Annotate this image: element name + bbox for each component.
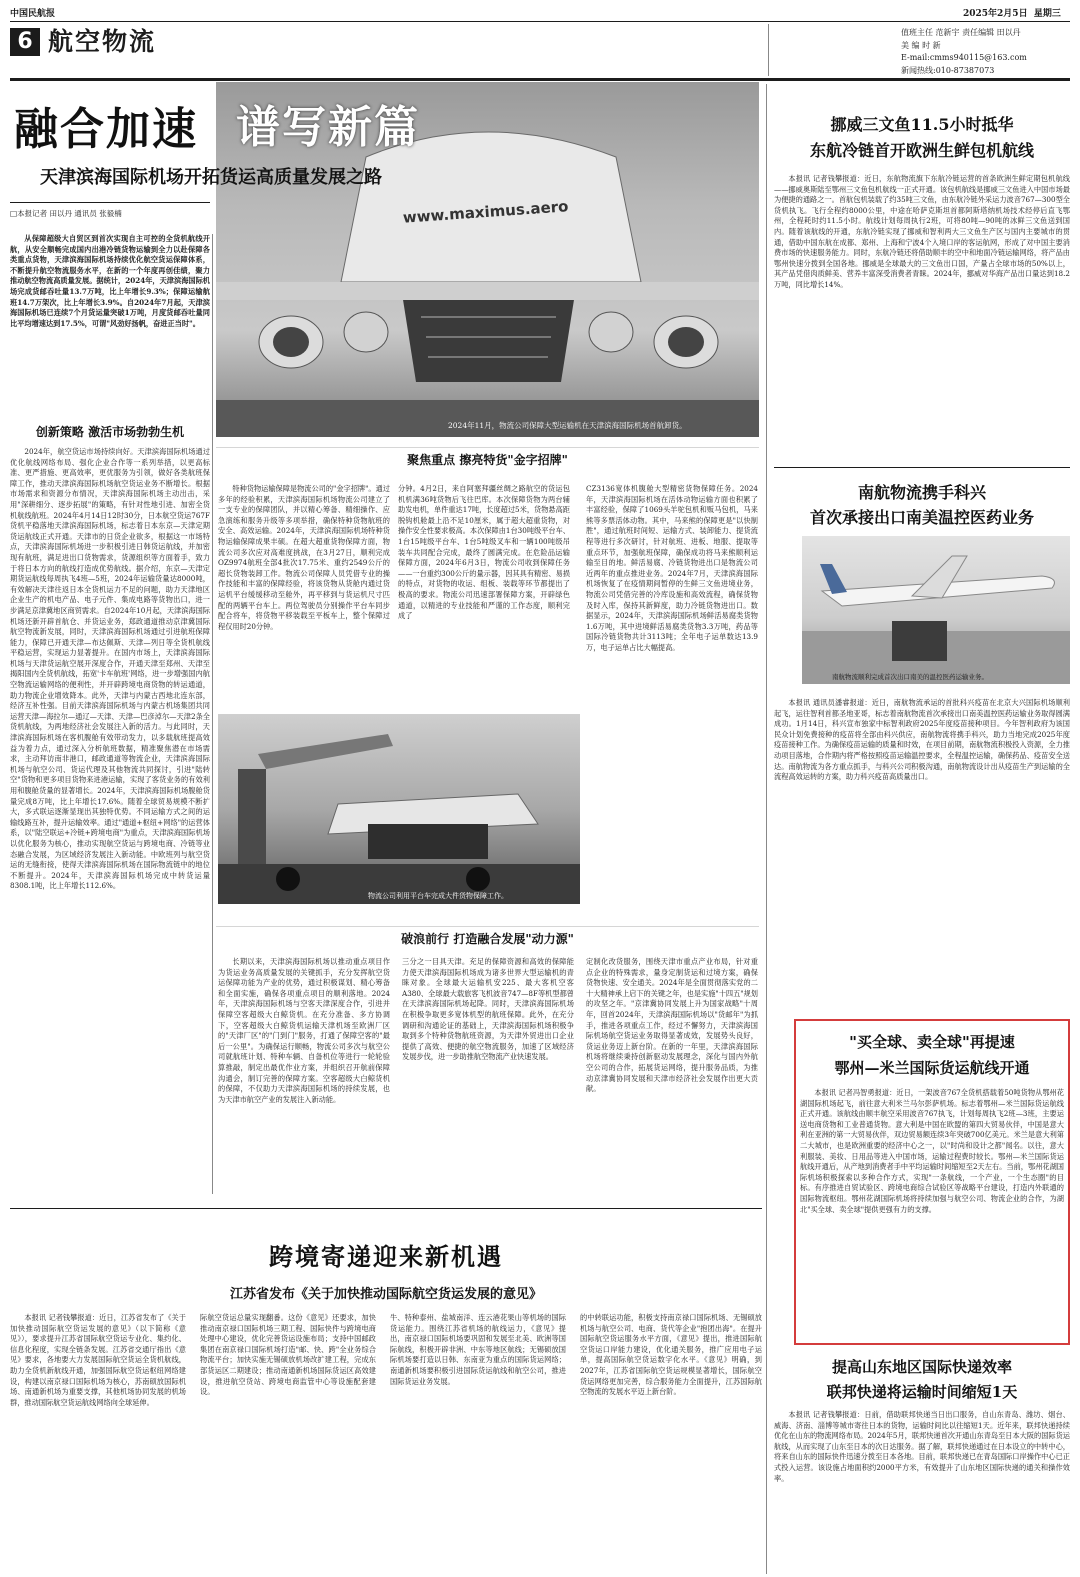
- editors-line: 值班主任 范新宇 责任编辑 田以丹: [901, 28, 1021, 37]
- lead-intro: 从保障超级大自贸区到首次实现自主可控的全货机航线开航，从安全顺畅完成国内出港冷链货物运输到全力以赴保障各类重点货物，天津滨海国际机场持续优化航空货运保障体系，不断提升航空物流服务水平，在新的一个年度再创佳绩，聚力推动航空物流高质量发展。据统计，2024年，天津滨海国际机场完成货邮吞吐量13.7万吨，比上年增长9.3%；保障运输航班14.7万架次，比上年增长3.9%。自2024年7月起，天津滨海国际机场已连续7个月货运量突破1万吨，月度货邮吞吐量同比平均增速达到17.5%，可谓"风劲好扬帆，奋进正当时"。: [10, 234, 210, 328]
- a3-text: 本报讯 记者冯智勇报道：近日，一架波音767全货机搭载着50吨货物从鄂州花湖国际机场起飞，前往意大利米兰马尔彭萨机场。标志着鄂州—米兰国际货运航线正式开通。该航线由顺丰航空采用波音767执飞，计划每周执飞2班—3班，主要运送电商货物和工业普通货物。意大利是中国在欧盟的第四大贸易伙伴，中国是意大利在亚洲的第一大贸易伙伴，双边贸易额连续3年突破700亿美元。米兰是意大利第二大城市，也是欧洲重要的经济中心之一，以"时尚和设计之都"闻名。以往，意大利服装、美妆、日用品等进入中国市场，运输过程费时较长。鄂州—米兰国际货运航线开通后，从产地到消费者手中平均运输时间缩短至2天左右。当前，鄂州花湖国际机场积极探索以多种合作方式，实现"一条航线，一个产业，一个生态圈"的目标。有序推进自贸试验区、跨境电商综合试验区等战略平台建设，打造内外联通的国际物流枢纽。鄂州花湖国际机场将持续加强与航空公司、物流企业的合作，为湖北"买全球、卖全球"提供更强有力的支撑。: [800, 1088, 1064, 1214]
- issue-date: [963, 9, 1061, 20]
- a3-title: "买全球、卖全球"再提速: [849, 1033, 1015, 1051]
- cover-photo-caption: 2024年11月，物流公司保障大型运输机在天津滨海国际机场首航卸货。: [448, 421, 687, 430]
- design-line: 美 编 时 新: [901, 40, 941, 50]
- section-title: 航空物流: [48, 27, 157, 56]
- cargo-operation-photo: [218, 714, 580, 904]
- lead-byline-rule: [10, 202, 210, 203]
- email-line: E-mail:cmms940115@163.com: [901, 53, 1027, 62]
- date-text: 2025年2月5日: [963, 9, 1028, 19]
- cross-col4: 的中转联运功能，积极支持南京禄口国际机场、无锡硕放机场与航空公司、电商、货代等企业"抱团出海"。在提升国际航空货运服务水平方面，《意见》提出，推进国际航空货运口岸能力建设，优化通关服务，推广应用电子运单，提高国际航空货运数字化水平。《意见》明确，到2027年，江苏省国际航空货运规模显著增长，国际航空货运网络更加完善，综合服务能力全面提升，江苏国际航空物流的发展水平迈上新台阶。: [580, 1313, 762, 1397]
- cross-col2: 际航空货运总量实现翻番。这份《意见》还要求，加快推动南京禄口国际机场三期工程、国际快件与跨境电商处理中心建设，优化完善货运设施布局；支持中国邮政集团在南京禄口国际机场打造"邮、快、跨"全业务综合物流平台；加快实施无锡硕放机场改扩建工程，完成东部货运区二期建设；推动南通新机场国际货运区高效建设，推进航空货站、跨境电商监管中心等设施配套建设。: [200, 1313, 376, 1397]
- paper-name: 中国民航报: [10, 9, 56, 19]
- right-column-divider: [768, 24, 769, 76]
- sec3-heading: 破浪前行 打造融合发展"动力源": [401, 932, 574, 946]
- sec2-col2: 分钟。4月2日，来自阿塞拜疆丝绸之路航空的货运包机机满36吨货物后飞往巴库。本次保障货物为两台辅助发电机，单件重达17吨，长度超过5米，货物悬高距脱钩机舱最上沿不足10厘米，属于超大超重货物，对操作安全性要求极高。本次保障由1台30吨级平台车、1台15吨级平台车、1台5吨级叉车和一辆100吨级吊装车共同配合完成，最终了圆满完成。在危险品运输保障方面，2024年6月3日，物流公司收到保障任务——一台重约300公斤的量示器，因其具有精密、易损的特点，对货物的收运、组板、装载等环节都提出了极高的要求。物流公司迅速部署保障方案，开辟绿色通道，以精进的专业技能和严谨的工作态度，顺利完成了: [398, 484, 570, 621]
- a2-subtitle: 首次承接出口南美温控医药业务: [809, 508, 1034, 527]
- a2-photo-caption: 南航物流顺利完成首次出口南美的温控医药运输业务。: [832, 673, 988, 681]
- cross-col3: 牛、特种泰州、盐城南洋、连云港花果山等机场的国际货运能力。围绕江苏省机场的航线运力，《意见》提出，南京禄口国际机场要巩固和发展至北美、欧洲等国际航线，积极开辟非洲、中东等地区航线；无锡硕放国际机场要打造以日韩、东南亚为重点的国际货运网络；南通新机场要积极引进国际货运航线和航空公司，推进国际货运业务发展。: [390, 1313, 566, 1386]
- a3-subtitle: 鄂州—米兰国际货运航线开通: [834, 1059, 1030, 1077]
- a2-top-rule: [774, 467, 1070, 468]
- a4-title: 提高山东地区国际快递效率: [831, 1358, 1012, 1376]
- lead-title-a: 融合加速: [14, 104, 198, 155]
- a4-subtitle: 联邦快递将运输时间缩短1天: [826, 1383, 1018, 1401]
- aircraft-livery-text: www.maximus.aero: [402, 197, 569, 227]
- lead-title-b: 谱写新篇: [236, 102, 420, 153]
- sec2-heading: 聚焦重点 擦亮特货"金字招牌": [407, 453, 568, 467]
- sec2-heading-rule: [216, 447, 759, 448]
- cargo-operation-caption: 物流公司利用平台车完成大件货物保障工作。: [368, 892, 508, 900]
- cross-title: 跨境寄递迎来新机遇: [269, 1242, 503, 1271]
- sec3-col1: 长期以来，天津滨海国际机场以推动重点项目作为货运业务高质量发展的关键抓手，充分发挥航空货运保障功能为产业的优势，通过积极谋划、精心筹备和全面实施，确保各项重点项目的顺利落地。2024年，天津滨海国际机场与空客天津深度合作，引进并保障空客超级大白鲸货机。在充分准备、多方协调下，空客超级大白鲸货机运输天津机场至欧洲厂区的"天津厂区"的"门到门"服务，打通了保障空客的"最后一公里"。为确保运行顺畅，物流公司多次与航空公司就航班计划、特种车辆、自备机位等进行一轮轮验算推敲，制定出最优作业方案，并组织召开航前保障沟通会，制订完善的保障方案。空客超级大白鲸货机的保障，不仅助力天津滨海国际机场的持续发展，也为天津市航空产业的发展注入新动能。: [218, 957, 390, 1104]
- masthead-bottom-rule: [10, 78, 1070, 81]
- editor-block: [901, 27, 1071, 77]
- sec3-col3: 定制化改货服务，围绕天津市重点产业布局，针对重点企业的特殊需求，量身定制货运和过境方案，确保货物快速、安全通关。2024年是全面贯彻落实党的二十大精神承上启下的关键之年，也是实施"十四五"规划的攻坚之年。"京津冀协同发展上升为国家战略"十周年，回首2024年，天津滨海国际机场以"货邮年"为抓手，推进各项重点工作，经过不懈努力，天津滨海国际机场航空货运业务取得显著成效，发展势头良好，货运业务迈上新台阶。在新的一年里，天津滨海国际机场将继续秉持创新驱动发展理念，深化与国内外航空公司的合作，拓展货运网络，提升服务品质，为推动京津冀协同发展和天津市经济社会发展作出更大贡献。: [586, 957, 758, 1094]
- a1-text: 本报讯 记者钱攀报道：近日，东航物流旗下东航冷链运营的首条欧洲生鲜定期包机航线——挪威奥斯陆至鄂州三文鱼包机航线一正式开通。该包机航线是挪威三文鱼进入中国市场最为便捷的通路之一。首航包机装载了约35吨三文鱼，由东航冷链外采运力波音767—300型全货机执飞。飞行全程约8000公里，中途在哈萨克斯坦首都阿斯塔纳机场技术经停后直飞鄂州，全程耗时约11.5小时。航线计划每周执行2班，可将80吨—90吨的冰鲜三文鱼送到国内。随着该航线的开通，东航冷链实现了挪威和智利两大三文鱼生产区与国内主要城市的贯通，借助中国东航在成都、郑州、上海和宁波4个入境口岸的客运航网，形成了对中国主要消费市场的快速服务能力。同时，东航冷链还将借助顺丰的空中和地面冷链运输网络，将产品由鄂州快速分拨到全国各地。挪威是全球最大的三文鱼出口国，产量占全球市场的50%以上，其产品凭借肉质鲜美、营养丰富深受消费者青睐。2024年，挪威对华海产品出口量达到18.2万吨，同比增长14%。: [774, 174, 1070, 289]
- page-number-badge: 6: [10, 28, 40, 56]
- lead-subtitle: 天津滨海国际机场开拓货运高质量发展之路: [40, 167, 382, 188]
- a2-title: 南航物流携手科兴: [857, 483, 986, 502]
- cover-photo: [216, 82, 759, 437]
- lead-section1-heading: 创新策略 激活市场勃勃生机: [35, 425, 185, 439]
- right-rail-divider: [766, 84, 767, 1574]
- cross-top-rule: [10, 1208, 762, 1209]
- sec2-col3: CZ3136宽体机腹舱大型精密货物保障任务。2024年，天津滨海国际机场在活体动物运输方面也积累了丰富经验，保障了1069头羊驼包机和贩马包机，马来熊等多票活体动物。其中，马来熊的保障更是"以快制胜"，通过航班时间短、运输方式、装卸能力、提货流程等进行多次研讨，针对航班、进板、地服、提取等重点环节，加强航班保障，确保成功将马来熊顺利运输至目的地。鲜活易腐、冷链货物进出口是物流公司近两年的重点推进业务。2024年7月，天津滨海国际机场恢复了在疫情期间暂停的生鲜三文鱼进境业务，物流公司凭借完善的冷库设施和高效流程，确保货物及时入库，保持其新鲜度，助力冷链货物进出口。数据显示，2024年，天津滨海国际机场鲜活易腐类货物1.6万吨，其中进境鲜活易腐类货物3.3万吨，药品等国际冷链货物共计3113吨；全年电子运单数达13.9万，电子运单占比大幅提高。: [586, 484, 758, 652]
- a1-subtitle: 东航冷链首开欧洲生鲜包机航线: [809, 141, 1034, 160]
- a2-text: 本报讯 通讯员潘睿报道：近日，南航物流承运的首批科兴疫苗在北京大兴国际机场顺利起飞，运往智利首都圣地亚哥，标志着南航物流首次承接出口南美温控医药运输业务取得圆满成功。1月14日，科兴宣布独家中标智利政府2025年度疫苗接种项目。今年智利政府为该国民众计划免费接种的疫苗将全部由科兴供应，南航物流将携手科兴，助力当地完成2025年度疫苗接种工作。为确保疫苗运输的质量和时效，在项目前期，南航物流积极投入资源，全力推动项目落地，合作期内将严格按照疫苗运输温控要求，全程温控运输，确保药品、疫苗安全送达。南航物流为各方重点抓手，与科兴公司积极沟通，南航物流设计出从疫苗生产到运输的全流程高效运转的方案，助力科兴疫苗高质量出口。: [774, 698, 1070, 782]
- airliner-illustration: [802, 536, 1070, 684]
- cross-subtitle: 江苏省发布《关于加快推动国际航空货运发展的意见》: [229, 1287, 542, 1302]
- cross-col1: 本报讯 记者钱攀报道：近日，江苏省发布了《关于加快推动国际航空货运发展的意见》（以下简称《意见》），要求提升江苏省国际航空货运专业化、集约化、信息化程度，实现全链条发展。江苏省交通厅指出《意见》要求，各地要大力发展国际航空货运全货机航线，助力全货机新航线开通，加强国际航空货运枢纽网络建设，构建以南京禄口国际机场为核心，苏南硕放国际机场、南通新机场为重要支撑，其他机场协同发展的机场群，推动国际航空货运航线网络向全球延伸。: [10, 1313, 186, 1407]
- a2-photo: [802, 536, 1070, 684]
- lead-byline: □本报记者 田以丹 通讯员 张毅楠: [10, 209, 122, 218]
- cargo-operation-illustration: [218, 714, 580, 904]
- weekday-text: 星期三: [1033, 9, 1061, 19]
- masthead-top-rule: [10, 21, 1070, 22]
- a4-text: 本报讯 记者钱攀报道：日前，借助联邦快递当日出口服务，自山东青岛、潍坊、烟台、威海、济南、淄博等城市寄往日本的货物，运输时间比以往缩短1天。近年来，联邦快递持续优化在山东的物流网络布局。2024年5月，联邦快递首次开通山东青岛至日本大阪的国际货运航线，从而实现了山东至日本的次日达服务。据了解，联邦快递通过在日本设立的中转中心，将来自山东的国际快件迅速分拨至日本各地。目前，联邦快递已在青岛国际口岸操作中心已正式投入运营。该设施占地面积约2000平方米，有效提升了山东地区国际快递的通关和操作效率。: [774, 1410, 1070, 1483]
- sec2-col1: 特种货物运输保障是物流公司的"金字招牌"。通过多年的经验积累，天津滨海国际机场物流公司建立了一支专业的保障团队，并以精心筹备、精细操作、应急演练和服务升级等多项举措，确保特种货物航班的安全、高效运输。2024年，天津滨海国际机场特种货物运输保障成果丰硕。在超大超重货物保障方面，物流公司多次应对高难度挑战，在3月27日，顺利完成OZ9974航班全部4批次17.75米、重约2549公斤的超长货物装卸工作。物流公司保障人员凭借专业的操作技能和丰富的保障经验，将该货物从货舱内通过货运机平台缓缓移动至舱外，再平移到与货运机尺寸匹配的两辆平台车上。两位驾驶员分别操作平台车同步配合将车，将货物平移装载至平板车上，整个保障过程仅用时20分钟。: [218, 484, 390, 631]
- sec3-col2: 三分之一目具天津。充足的保障资源和高效的保障能力使天津滨海国际机场成为诸多世界大型运输机的青睐对象。全球最大运输机安225、最大客机空客A380、全球最大载旅客飞机波音747—8F等机型都曾在天津滨海国际机场起降。同时，天津滨海国际机场在积极争取更多宽体机型的航班保障。此外，在充分调研和沟通论证的基础上，天津滨海国际机场积极争取到多个特种货物航班资源，为天津外贸进出口企业提供了高效、便捷的航空物流服务，加速了区域经济发展步伐，进一步助推航空物流产业快速发展。: [402, 957, 574, 1062]
- lead-section1-text: 2024年，航空货运市场持续向好。天津滨海国际机场通过优化航线网络布局、强化企业合作等一系列举措，以更高标准、更严措施、更高效率，更优服务为引领，做好各类航班保障工作，推动天津滨海国际机场航空货运业务不断增长。根据市场需求和资源分布情况，天津滨海国际机场主动出击，采用"深耕细分、逐步拓展"的策略，有针对性地引进、加密全货机航线航班。2024年4月14日12时30分，日本航空货运767F货机平稳落地天津滨海国际机场，标志着日本东京—天津定期货运航线正式开通。天津市的日货企业欲多，根据这一市场特点，天津滨海国际机场进一步积极引进日韩货运航线，并加密现有航班，满足进出口货物需求，货源组织等方面着手，致力于将日本方向的航线打造成优势航线。据介绍，东京—天津定期货运航线每周执飞4班—5班，2024年运输货量达8000吨，有效解决天津往返日本全货机运力不足的问题，助力天津地区企业生产的机电产品、电子元件、集成电路等货物出口，进一步满足京津冀地区商贸需求。自2024年10月起，天津滨海国际机场还新开辟首航仓、并货运业务，郑政通道推动京津冀国际航空物流新发展，同时，天津滨海国际机场通过引进航班保障能力，保障已开通天津—布达佩斯、天津—列日等全货机航线平稳运营，实现运力显著提升。在国内市场上，天津滨海国际机场与天津货运航空展开深度合作，开通天津至郑州、天津至揭阳国内全货机航线，拓宽'卡车航班'网络，进一步增强国内航空物流运输网络的便利性，并开辟跨境电商货物的转运通道，助力物流企业增效降本。此外，天津与内蒙古西地北连东部，经济互补性强。目前天津滨海国际机场与内蒙古机场集团共同运营天津—海拉尔—通辽—天津、天津—巴彦淖尔—天津2条全货机航线，为两地经济社会发展注入新的活力。与此同时，天津滨海国际机场在客机腹舱有效带动发力，以多载航班提高效益为着力点，通过深入分析航班数据，精准聚焦潜在市场需求，主动拜访南非港口，邮政通道等物流企业，天津滨海国际机场与航空公司、货运代理及其他物流共同探讨，引进"陆转空"货物和更多项目货物来进港运输，实现了客货业务的有效利用和腹舱货量的显著增长。2024年，天津滨海国际机场腹舱货量完成8万吨，比上年增长17.6%。随着全球贸易规模不断扩大，多式联运逐渐显现出其独特优势。不同运输方式之间的运输线路互补，提升运输效率。通过"通道+枢纽+网络"的运营体系，以"陆空联运+冷链+跨境电商"为重点，天津滨海国际机场以优化服务为核心，推动实现航空货运与跨境电商、冷链等业态融合发展，为区域经济发展注入新动能。中欧班列与航空货运的无缝衔接，使得天津滨海国际机场在国际物流链中的地位不断提升。2024年，天津滨海国际机场完成中转货运量8308.1吨，比上年增长112.6%。: [10, 447, 210, 891]
- lead-column-divider: [212, 234, 213, 1194]
- sec3-heading-rule: [216, 926, 759, 927]
- hotline-line: 新闻热线:010-87387073: [901, 65, 995, 75]
- a1-title: 挪威三文鱼11.5小时抵华: [830, 115, 1014, 134]
